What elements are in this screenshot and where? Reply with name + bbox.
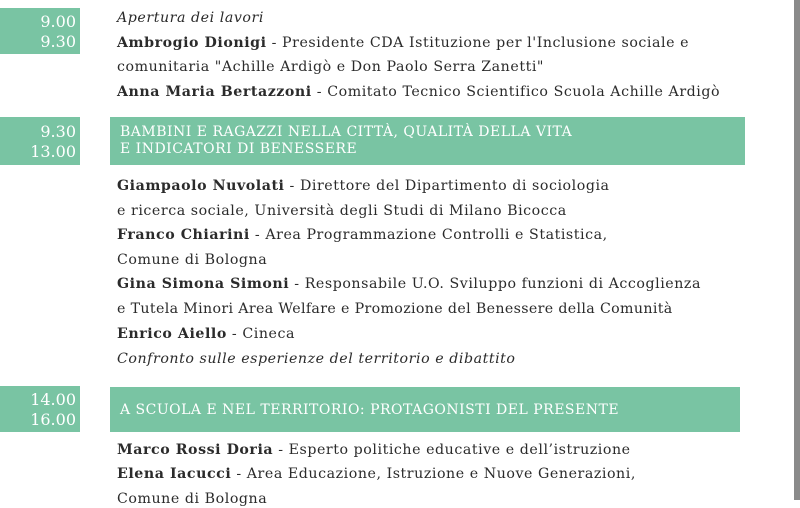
session2-title-line2: E INDICATORI DI BENESSERE	[120, 141, 358, 157]
session1-time-block	[0, 8, 80, 54]
session2-time-end: 13.00	[30, 142, 76, 161]
session3-speaker2	[117, 465, 636, 483]
session1-time-start: 9.00	[40, 12, 76, 31]
session2-speaker4	[117, 325, 295, 343]
session1-heading: Apertura dei lavori	[117, 10, 264, 26]
session2-title-banner	[110, 117, 745, 165]
session3-title: A SCUOLA E NEL TERRITORIO: PROTAGONISTI DEL PRESENTE	[120, 402, 620, 418]
session2-title-line1: BAMBINI E RAGAZZI NELLA CITTÀ, QUALITÀ DELLA VITA	[120, 124, 573, 140]
session2-speaker1-role: - Direttore del Dipartimento di sociologia	[284, 178, 610, 194]
session1-speaker2-name: Anna Maria Bertazzoni	[117, 84, 312, 100]
session3-speaker1-name: Marco Rossi Doria	[117, 442, 274, 458]
session3-speaker2-name: Elena Iacucci	[117, 466, 232, 482]
session2-speaker4-name: Enrico Aiello	[117, 326, 227, 342]
session1-speaker2	[117, 83, 720, 101]
session2-speaker3	[117, 275, 701, 293]
session2-speaker2-name: Franco Chiarini	[117, 227, 250, 243]
session3-time-start: 14.00	[30, 390, 76, 409]
session2-speaker2-role-cont: Comune di Bologna	[117, 252, 268, 268]
session2-speaker1	[117, 177, 610, 195]
session3-speaker2-role: - Area Educazione, Istruzione e Nuove Generazioni,	[231, 466, 636, 482]
session2-speaker2-role: - Area Programmazione Controlli e Statistica,	[249, 227, 608, 243]
session2-speaker2	[117, 226, 608, 244]
session2-time-start: 9.30	[40, 122, 76, 141]
session1-time-end: 9.30	[40, 32, 76, 51]
session3-time-block	[0, 386, 80, 432]
session3-title-banner	[110, 387, 740, 432]
session2-speaker1-name: Giampaolo Nuvolati	[117, 178, 285, 194]
session2-speaker3-role: - Responsabile U.O. Sviluppo funzioni di Accoglienza	[289, 276, 701, 292]
session2-speaker4-role: - Cineca	[226, 326, 295, 342]
session2-speaker1-role-cont: e ricerca sociale, Università degli Studi di Milano Bicocca	[117, 203, 567, 219]
session2-speaker3-role-cont: e Tutela Minori Area Welfare e Promozione del Benessere della Comunità	[117, 301, 673, 317]
session2-speaker3-name: Gina Simona Simoni	[117, 276, 290, 292]
session3-speaker2-role-cont: Comune di Bologna	[117, 491, 268, 507]
session1-speaker2-role: - Comitato Tecnico Scientifico Scuola Achille Ardigò	[311, 84, 721, 100]
session2-closing: Confronto sulle esperienze del territorio e dibattito	[117, 351, 516, 367]
window-edge	[794, 0, 800, 500]
session1-speaker1-role-cont: comunitaria "Achille Ardigò e Don Paolo Serra Zanetti"	[117, 59, 544, 75]
session1-speaker1-name: Ambrogio Dionigi	[117, 35, 267, 51]
session2-time-block	[0, 117, 80, 165]
session1-speaker1	[117, 34, 689, 52]
session3-speaker1-role: - Esperto politiche educative e dell’istruzione	[273, 442, 631, 458]
session1-speaker1-role: - Presidente CDA Istituzione per l'Inclusione sociale e	[266, 35, 690, 51]
session3-speaker1	[117, 441, 631, 459]
session3-time-end: 16.00	[30, 410, 76, 429]
